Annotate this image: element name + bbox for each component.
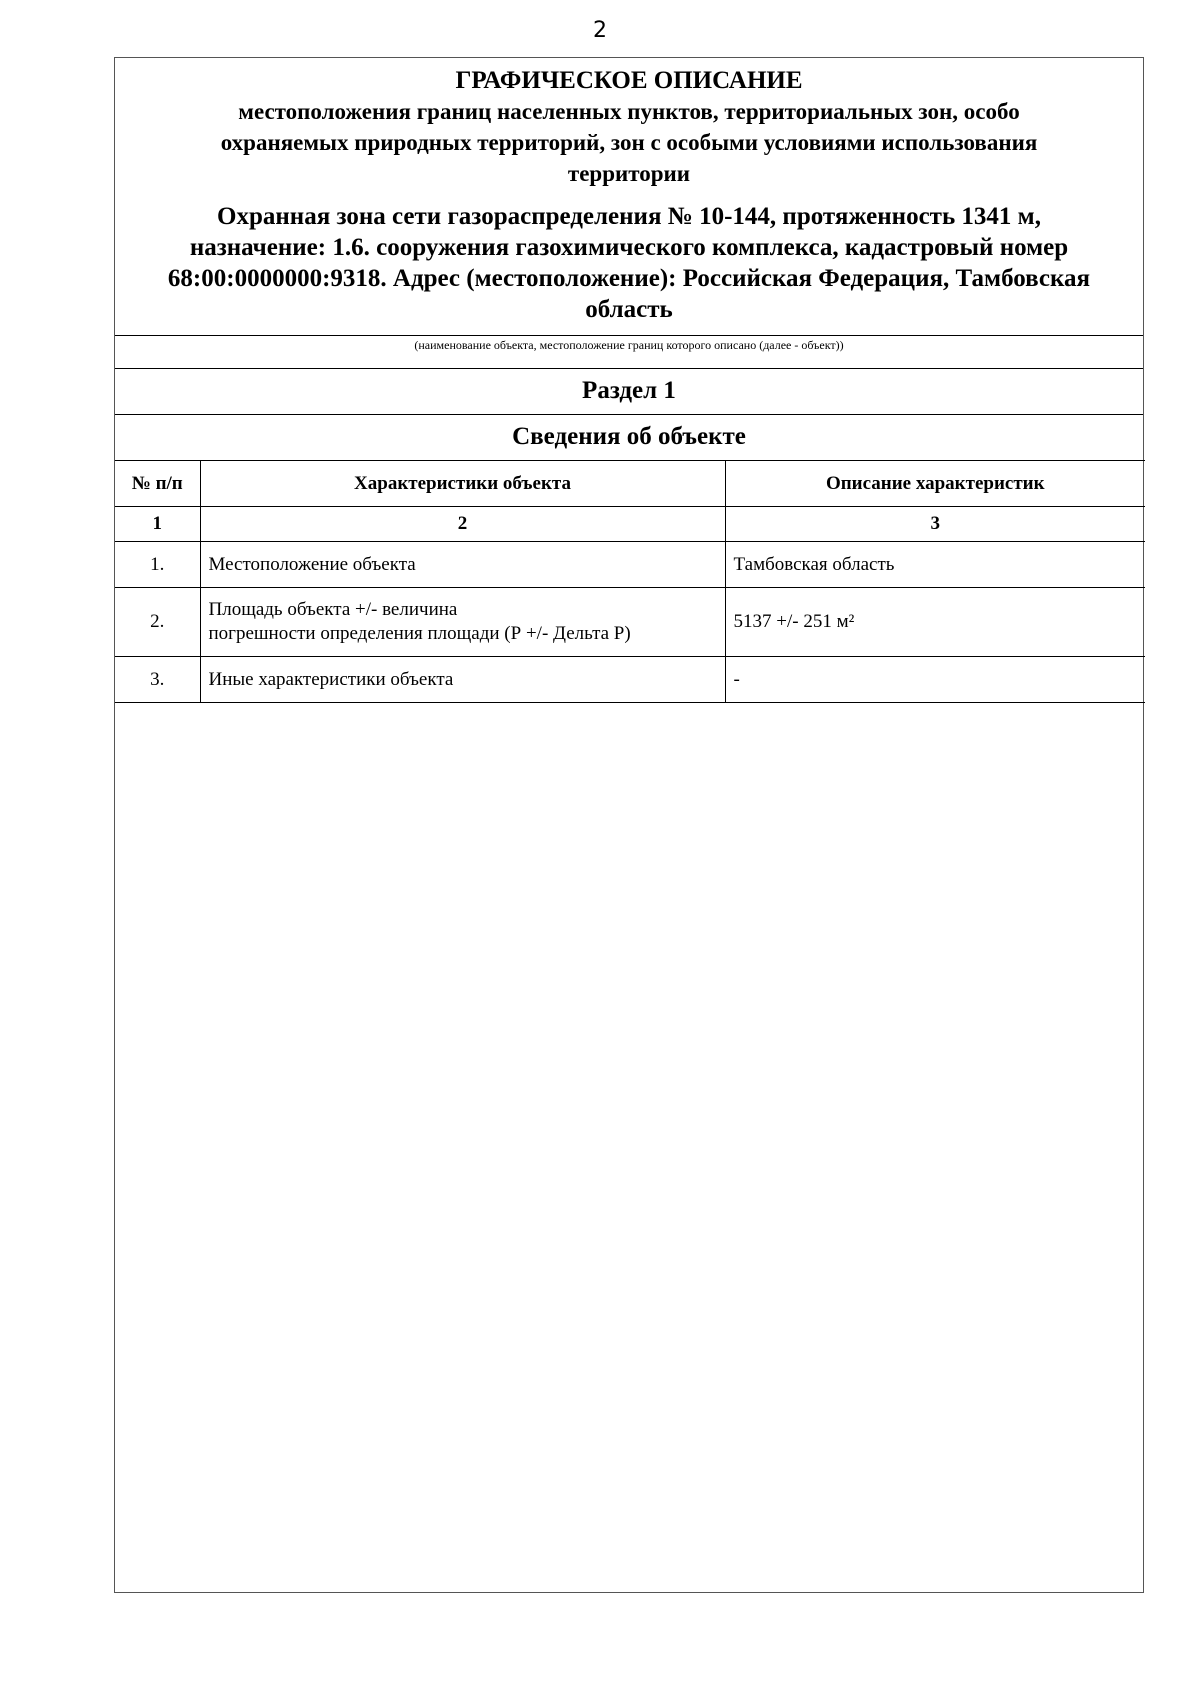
column-number: 2 <box>200 507 725 542</box>
table-row <box>115 542 1145 588</box>
object-info-table <box>115 460 1145 703</box>
column-number: 1 <box>115 507 200 542</box>
column-number: 3 <box>725 507 1145 542</box>
column-number-row <box>115 507 1145 542</box>
object-name-line: 68:00:0000000:9318. Адрес (местоположение): Российская Федерация, Тамбовская <box>167 265 1091 292</box>
object-name <box>125 201 1133 325</box>
row-index: 3. <box>115 657 200 703</box>
row-description: Тамбовская область <box>725 542 1145 588</box>
document-subtitle <box>125 96 1133 189</box>
document-frame <box>114 57 1144 1593</box>
row-description: - <box>725 657 1145 703</box>
subtitle-line: охраняемых природных территорий, зон с особыми условиями использования <box>220 130 1038 155</box>
characteristic-line: Площадь объекта +/- величина <box>208 599 458 620</box>
row-index: 1. <box>115 542 200 588</box>
object-caption: (наименование объекта, местоположение границ которого описано (далее - объект)) <box>115 335 1143 368</box>
table-header-row <box>115 461 1145 507</box>
characteristic-line: погрешности определения площади (Р +/- Дельта Р) <box>208 623 631 644</box>
row-characteristic: Местоположение объекта <box>200 542 725 588</box>
table-row <box>115 588 1145 657</box>
object-name-line: Охранная зона сети газораспределения № 10-144, протяженность 1341 м, <box>217 203 1041 230</box>
row-description: 5137 +/- 251 м² <box>725 588 1145 657</box>
object-name-line: область <box>585 296 673 323</box>
page-number: 2 <box>593 18 607 43</box>
document-header <box>115 58 1143 335</box>
table-row <box>115 657 1145 703</box>
row-characteristic: Иные характеристики объекта <box>200 657 725 703</box>
row-index: 2. <box>115 588 200 657</box>
column-header: Характеристики объекта <box>200 461 725 507</box>
document-title: ГРАФИЧЕСКОЕ ОПИСАНИЕ <box>455 67 803 94</box>
section-title: Сведения об объекте <box>115 414 1143 460</box>
row-characteristic <box>200 588 725 657</box>
section-number: Раздел 1 <box>115 368 1143 414</box>
column-header: № п/п <box>115 461 200 507</box>
object-name-line: назначение: 1.6. сооружения газохимического комплекса, кадастровый номер <box>189 234 1069 261</box>
subtitle-line: местоположения границ населенных пунктов, территориальных зон, особо <box>238 99 1020 124</box>
column-header: Описание характеристик <box>725 461 1145 507</box>
subtitle-line: территории <box>567 161 691 186</box>
